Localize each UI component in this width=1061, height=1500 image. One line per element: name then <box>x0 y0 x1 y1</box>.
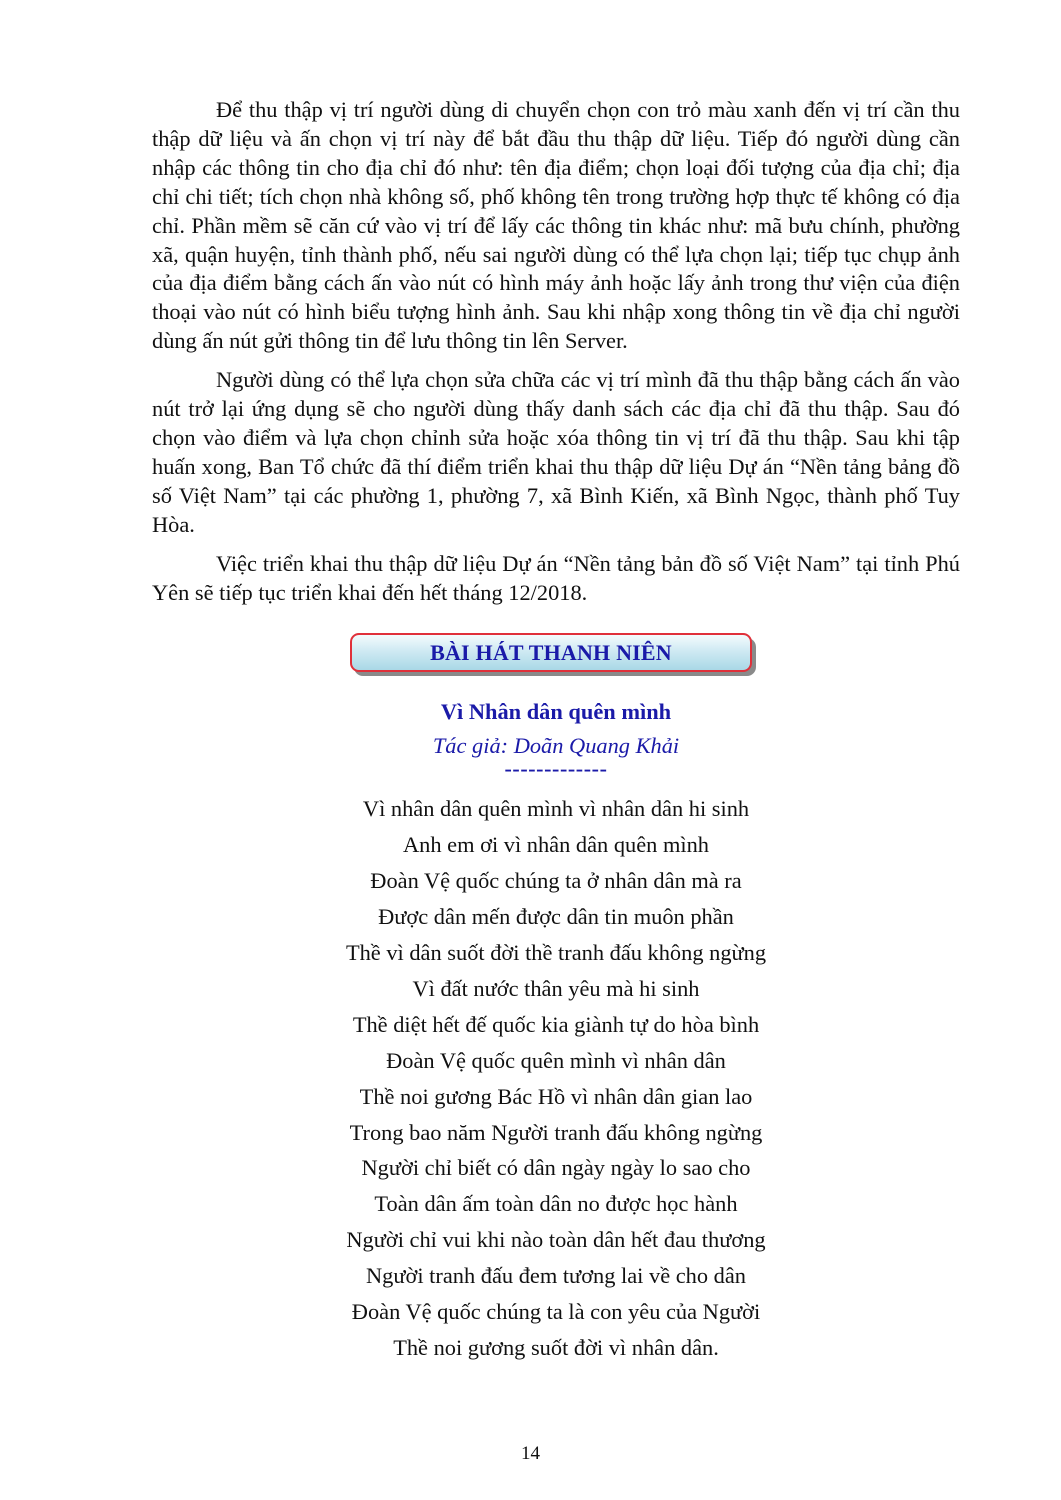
song-lyrics <box>152 791 960 1366</box>
lyric-line: Vì nhân dân quên mình vì nhân dân hi sinh <box>362 796 750 822</box>
lyric-line: Đoàn Vệ quốc quên mình vì nhân dân <box>386 1047 726 1073</box>
page-number: 14 <box>521 1443 540 1464</box>
body-paragraph: Việc triển khai thu thập dữ liệu Dự án “Nền tảng bản đồ số Việt Nam” tại tỉnh Phú Yên sẽ tiếp tục triển khai đến hết tháng 12/2018. <box>152 550 960 605</box>
lyric-line: Được dân mến được dân tin muôn phần <box>378 904 734 930</box>
lyric-line: Vì đất nước thân yêu mà hi sinh <box>412 975 700 1001</box>
lyric-line: Đoàn Vệ quốc chúng ta ở nhân dân mà ra <box>370 868 742 894</box>
lyric-line: Thề vì dân suốt đời thề tranh đấu không ngừng <box>345 940 767 966</box>
lyric-line: Thề noi gương Bác Hồ vì nhân dân gian lao <box>359 1083 753 1109</box>
lyric-line: Toàn dân ấm toàn dân no được học hành <box>374 1191 738 1217</box>
lyric-line: Đoàn Vệ quốc chúng ta là con yêu của Người <box>351 1299 761 1325</box>
body-paragraph: Người dùng có thể lựa chọn sửa chữa các vị trí mình đã thu thập bằng cách ấn vào nút trở lại ứng dụng sẽ cho người dùng thấy danh sách các địa chỉ đã thu thập. Sau đó chọn vào điểm và lựa chọn chỉnh sửa hoặc xóa thông tin vị trí đã thu thập. Sau khi tập huấn xong, Ban Tổ chức đã thí điểm triển khai thu thập dữ liệu Dự án “Nền tảng bảng đồ số Việt Nam” tại các phường 1, phường 7, xã Bình Kiến, xã Bình Ngọc, thành phố Tuy Hòa. <box>152 367 960 537</box>
lyric-line: Thề noi gương suốt đời vì nhân dân. <box>393 1335 719 1360</box>
section-banner <box>350 633 756 675</box>
lyric-line: Trong bao năm Người tranh đấu không ngừng <box>349 1119 763 1145</box>
song-separator: ------------- <box>504 756 608 782</box>
lyric-line: Người tranh đấu đem tương lai về cho dân <box>366 1263 746 1289</box>
lyric-line: Thề diệt hết đế quốc kia giành tự do hòa bình <box>352 1011 760 1037</box>
song-title: Vì Nhân dân quên mình <box>440 699 672 725</box>
banner-title: BÀI HÁT THANH NIÊN <box>430 639 672 665</box>
lyric-line: Anh em ơi vì nhân dân quên mình <box>403 832 709 858</box>
song-author: Tác giả: Doãn Quang Khải <box>432 733 680 759</box>
banner-box <box>350 633 752 672</box>
lyric-line: Người chỉ biết có dân ngày ngày lo sao cho <box>361 1155 751 1181</box>
page-content <box>152 96 960 1366</box>
body-paragraph: Để thu thập vị trí người dùng di chuyển chọn con trỏ màu xanh đến vị trí cần thu thập dữ liệu và ấn chọn vị trí này để bắt đầu thu thập dữ liệu. Tiếp đó người dùng cần nhập các thông tin cho địa chỉ đó như: tên địa điểm; chọn loại đối tượng của địa chỉ; địa chỉ chi tiết; tích chọn nhà không số, phố không tên trong trường hợp thực tế không có địa chỉ. Phần mềm sẽ căn cứ vào vị trí để lấy các thông tin khác như: mã bưu chính, phường xã, quận huyện, tỉnh thành phố, nếu sai người dùng có thể lựa chọn lại; tiếp tục chụp ảnh của địa điểm bằng cách ấn vào nút có hình máy ảnh hoặc lấy ảnh trong thư viện của điện thoại vào nút có hình biểu tượng hình ảnh. Sau khi nhập xong thông tin về địa chỉ người dùng ấn nút gửi thông tin để lưu thông tin lên Server. <box>152 97 960 354</box>
lyric-line: Người chỉ vui khi nào toàn dân hết đau thương <box>346 1227 766 1253</box>
